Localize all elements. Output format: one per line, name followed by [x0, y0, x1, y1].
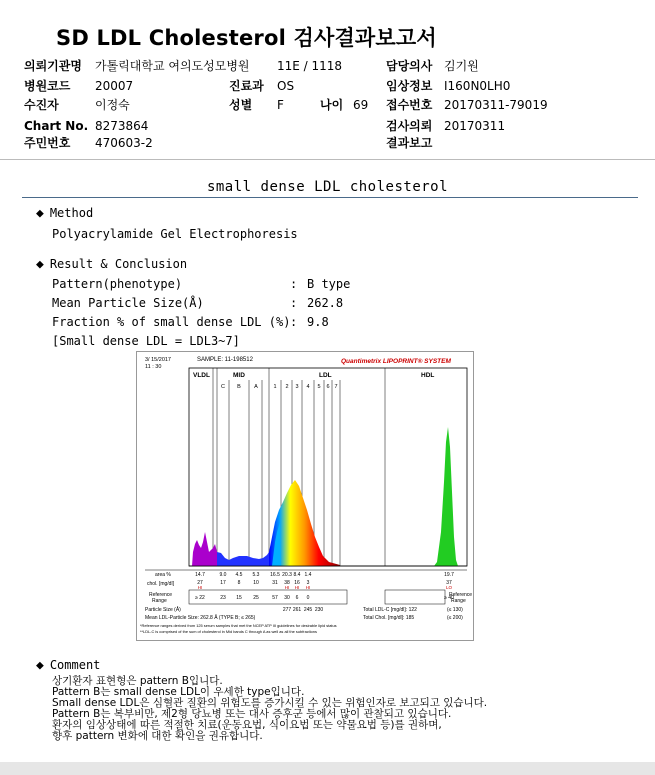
section-title: small dense LDL cholesterol: [206, 179, 449, 195]
doctor-label: 담당의사: [386, 59, 433, 73]
resident-no-label: 주민번호: [24, 136, 71, 150]
diamond-bullet-icon: ◆: [36, 257, 44, 272]
result-value: 262.8: [307, 296, 344, 310]
particle-cell: 245: [303, 607, 313, 613]
lipo-brand: Quantimetrix LIPOPRINT® SYSTEM: [341, 358, 451, 365]
comment-line: Pattern B는 복부비만, 제2형 당뇨병 또는 대사 증후군 등에서 많이 관찰되고 있습니다.: [52, 708, 452, 720]
area_values-cell: 20.3: [282, 572, 292, 578]
footnote-2: **LDL-C is comprised of the sum of cholesterol in Mid bands C through A as well as all the subfractions: [140, 629, 317, 634]
mean-particle: Mean LDL-Particle Size: 262.8 Å (TYPE B; ≤ 265): [145, 615, 256, 621]
comment-line: Pattern B는 small dense LDL이 우세한 type입니다.: [52, 686, 305, 698]
ref_values-cell: ≥ 22: [195, 595, 205, 601]
chart-no-value: 8273864: [95, 119, 149, 133]
band-label: C: [221, 384, 225, 390]
clinical-info-value: I160N0LH0: [444, 79, 511, 93]
band-label: 7: [334, 384, 338, 390]
band-label: A: [254, 384, 258, 390]
clinical-info-label: 임상정보: [386, 79, 433, 93]
header-divider: [0, 159, 655, 160]
lipo-time: 11 : 30: [145, 364, 162, 370]
diamond-bullet-icon: ◆: [36, 658, 44, 673]
particle-cell: 277: [282, 607, 292, 613]
comment-line: 환자의 임상상태에 따른 적절한 치료(운동요법, 식이요법 또는 약물요법 등)를 권하며,: [52, 719, 442, 731]
chol_values-cell: 8: [237, 580, 241, 586]
examinee-label: 수진자: [24, 98, 59, 112]
band-label: 1: [273, 384, 277, 390]
lipo-group-mid: MID: [233, 372, 245, 379]
flags-cell: LO: [445, 585, 453, 590]
method-heading-text: Method: [49, 206, 94, 220]
band-label: 3: [295, 384, 299, 390]
chol_values-cell: 38: [284, 580, 290, 586]
ward-value: 11E / 1118: [277, 59, 343, 73]
chol-label: chol. [mg/dl]: [147, 581, 174, 587]
ref_values-cell: 15: [236, 595, 242, 601]
ref_values-cell: 0: [306, 595, 310, 601]
area_values-cell: 16.5: [270, 572, 280, 578]
receipt-label: 접수번호: [386, 98, 433, 112]
area-label: area %: [155, 572, 171, 578]
age-label: 나이: [320, 98, 344, 112]
flags-cell: HI: [284, 585, 290, 590]
section-rule: [22, 197, 638, 198]
area_values-cell: 1.4: [304, 572, 312, 578]
total-ldl: Total LDL-C [mg/dl]: 122: [363, 607, 417, 613]
institution-value: 가톨릭대학교 여의도성모병원: [95, 59, 250, 73]
ref_values-cell: ≥ 40: [444, 595, 454, 601]
receipt-value: 20170311-79019: [444, 98, 548, 112]
bottom-scroll-area: [0, 762, 655, 775]
ref_values-cell: 57: [272, 595, 278, 601]
particle-cell: 230: [314, 607, 324, 613]
area_values-cell: 4.5: [235, 572, 243, 578]
lipo-group-ldl: LDL: [319, 372, 332, 379]
department-value: OS: [277, 79, 295, 93]
result-label: Pattern(phenotype): [52, 277, 183, 291]
resident-no-value: 470603-2: [95, 136, 153, 150]
result-colon: :: [290, 277, 298, 291]
flags-cell: HI: [197, 585, 203, 590]
area_values-cell: 9.0: [219, 572, 227, 578]
diamond-bullet-icon: ◆: [36, 206, 44, 221]
ref-row: [195, 595, 454, 601]
comment-heading-text: Comment: [49, 658, 101, 672]
institution-label: 의뢰기관명: [24, 59, 82, 73]
lipo-group-hdl: HDL: [421, 372, 435, 379]
particle-cell: 261: [292, 607, 302, 613]
band-label: 2: [285, 384, 289, 390]
area-row: [195, 572, 454, 578]
lipo-sample: SAMPLE: 11-198512: [197, 357, 253, 363]
report-label: 결과보고: [386, 136, 433, 150]
flag-row: [198, 585, 453, 590]
doctor-value: 김기원: [444, 59, 479, 73]
ref-label-right-1: Reference: [449, 592, 473, 598]
band-label: 5: [317, 384, 321, 390]
area_values-cell: 5.3: [252, 572, 260, 578]
result-value: B type: [307, 277, 351, 291]
report-title: SD LDL Cholesterol 검사결과보고서: [56, 26, 437, 50]
chol_values-cell: 16: [294, 580, 300, 586]
comment-line: 상기환자 표현형은 pattern B입니다.: [52, 675, 223, 687]
lipo-group-vldl: VLDL: [193, 372, 210, 379]
lipoprint-svg: [137, 352, 473, 640]
ref-label-right-2: Range: [451, 598, 466, 604]
flags-cell: HI: [294, 585, 300, 590]
result-value: 9.8: [307, 315, 329, 329]
ref_values-cell: 23: [220, 595, 226, 601]
band-label: B: [237, 384, 241, 390]
comment-line: 향후 pattern 변화에 대한 확인을 권유합니다.: [52, 730, 263, 742]
chol-row: [197, 580, 452, 586]
request-date-value: 20170311: [444, 119, 506, 133]
department-label: 진료과: [229, 79, 264, 93]
result-colon: :: [290, 315, 298, 329]
total-chol-ref: (≤ 200): [447, 615, 463, 621]
total-chol: Total Chol. [mg/dl]: 185: [363, 615, 415, 621]
chol_values-cell: 17: [220, 580, 226, 586]
chart-no-label: Chart No.: [24, 119, 89, 133]
ref-label-1: Reference: [149, 592, 173, 598]
lipo-plot-frame: [189, 368, 467, 566]
chol_values-cell: 37: [446, 580, 452, 586]
band-label: 4: [306, 384, 310, 390]
chol_values-cell: 3: [306, 580, 310, 586]
area_values-cell: 8.4: [293, 572, 301, 578]
method-text: Polyacrylamide Gel Electrophoresis: [52, 227, 298, 241]
area_values-cell: 14.7: [195, 572, 205, 578]
particle-label: Particle Size (Å): [145, 607, 181, 613]
band-label: 6: [326, 384, 330, 390]
result-note: [Small dense LDL = LDL3~7]: [52, 334, 240, 348]
chol_values-cell: 10: [253, 580, 259, 586]
sex-label: 성별: [229, 98, 253, 112]
ref-box-right: [385, 590, 445, 604]
ref_values-cell: 25: [253, 595, 259, 601]
request-date-label: 검사의뢰: [386, 119, 433, 133]
result-heading-text: Result & Conclusion: [49, 257, 188, 271]
hospital-code-label: 병원코드: [24, 79, 71, 93]
comment-body: [52, 676, 487, 742]
comment-heading: [36, 658, 100, 673]
lipoprint-chart: [136, 351, 474, 641]
ref_values-cell: 6: [295, 595, 299, 601]
ref-label-2: Range: [152, 598, 167, 604]
result-label: Fraction % of small dense LDL (%): [52, 315, 291, 329]
examinee-value: 이정숙: [95, 98, 130, 112]
ref_values-cell: 30: [284, 595, 290, 601]
chol_values-cell: 27: [197, 580, 203, 586]
area_values-cell: 19.7: [444, 572, 454, 578]
result-colon: :: [290, 296, 298, 310]
lipo-date: 3/ 15/2017: [145, 357, 171, 363]
flags-cell: HI: [305, 585, 311, 590]
comment-line: Small dense LDL은 심혈관 질환의 위험도를 증가시킬 수 있는 위험인자로 보고되고 있습니다.: [52, 697, 488, 709]
result-heading: [36, 257, 187, 272]
ref-box-left: [189, 590, 347, 604]
particle-row: [283, 607, 324, 613]
result-label: Mean Particle Size(Å): [52, 296, 204, 310]
method-heading: [36, 206, 93, 221]
sex-value: F: [277, 98, 284, 112]
chol_values-cell: 31: [272, 580, 278, 586]
footnote-1: *Reference ranges derived from 125 serum samples that met the NCEP ATP III guidelines for desirable lipid status: [140, 623, 337, 628]
age-value: 69: [353, 98, 369, 112]
total-ldl-ref: (≤ 130): [447, 607, 463, 613]
hospital-code-value: 20007: [95, 79, 134, 93]
